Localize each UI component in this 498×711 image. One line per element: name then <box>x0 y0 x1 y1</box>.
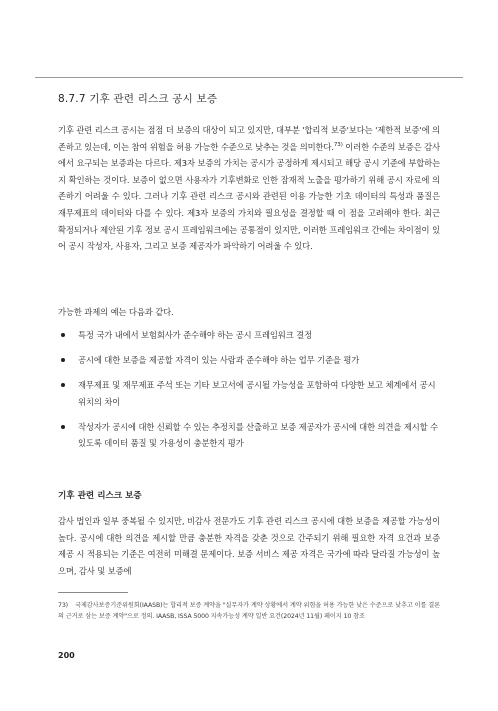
footnote-text: 국제감사보증기준위원회(IAASB)는 합리적 보증 계약을 "실무자가 계약 상황에서 계약 위험을 허용 가능한 낮은 수준으로 낮추고 이를 결론의 근거로 삼는 보증 계약"으로 정의. IAASB, ISSA 5000 지속가능성 계약 일반 요건(2024년 11월) 페이지 10 참조 <box>58 602 440 621</box>
paragraph-intro <box>58 122 440 255</box>
challenge-list <box>58 327 440 461</box>
top-rule <box>35 77 463 78</box>
paragraph-intro-part2: 이러한 수준의 보증은 감사에서 요구되는 보증과는 다르다. 제3자 보증의 가치는 공시가 공정하게 제시되고 해당 공시 기준에 부합하는지 확인하는 것이다. 보증이 없으면 사용자가 기후변화로 인한 잠재적 노출을 평가하기 위해 공시 자료에 의존하기 어려울 수 있다. 그러나 기후 관련 리스크 공시와 관련된 이용 가능한 기초 데이터의 특성과 품질은 재무제표의 데이터와 다를 수 있다. 제3자 보증의 가치와 필요성을 결정할 때 이 점을 고려해야 한다. 최근 확정되거나 제안된 기후 정보 공시 프레임워크에는 공통점이 있지만, 이러한 프레임워크 간에는 차이점이 있어 공시 작성자, 사용자, 그리고 보증 제공자가 파악하기 어려울 수 있다. <box>58 141 440 252</box>
bullet-icon <box>61 333 65 337</box>
footnote <box>58 600 440 623</box>
list-item-text: 공시에 대한 보증을 제공할 자격이 있는 사람과 준수해야 하는 업무 기준을 평가 <box>78 355 360 366</box>
subheading: 기후 관련 리스크 보증 <box>58 491 142 501</box>
list-item <box>58 419 440 452</box>
bullet-icon <box>61 425 65 429</box>
list-item-text: 특정 국가 내에서 보험회사가 준수해야 하는 공시 프레임워크 결정 <box>78 330 313 340</box>
section-title: 8.7.7 기후 관련 리스크 공시 보증 <box>58 93 218 105</box>
paragraph-intro-part1: 기후 관련 리스크 공시는 점점 더 보증의 대상이 되고 있지만, 대부분 '합리적 보증'보다는 '제한적 보증'에 의존하고 있는데, 이는 참여 위험을 허용 가능한 수준으로 낮추는 것을 의미한다. <box>58 125 440 152</box>
list-item <box>58 352 440 369</box>
list-item-text: 재무제표 및 재무제표 주석 또는 기타 보고서에 공시될 가능성을 포함하여 다양한 보고 체계에서 공시 위치의 차이 <box>78 380 436 407</box>
page-number: 200 <box>58 651 75 660</box>
list-item <box>58 327 440 344</box>
bullet-icon <box>61 358 65 362</box>
footnote-number: 73) <box>58 602 68 609</box>
bullet-icon <box>61 383 65 387</box>
list-item-text: 작성자가 공시에 대한 신뢰할 수 있는 추정치를 산출하고 보증 제공자가 공시에 대한 의견을 제시할 수 있도록 데이터 품질 및 가용성이 충분한지 평가 <box>78 421 439 449</box>
paragraph-examples-intro: 가능한 과제의 예는 다음과 같다. <box>58 307 174 317</box>
footnote-divider <box>58 592 128 593</box>
footnote-reference[interactable]: 73) <box>333 141 343 148</box>
list-item <box>58 377 440 410</box>
paragraph-assurance: 감사 법인과 일부 중복될 수 있지만, 비감사 전문가도 기후 관련 리스크 공시에 대한 보증을 제공할 가능성이 높다. 공시에 대한 의견을 제시할 만큼 충분한 자격을 갖춘 것으로 간주되기 위해 필요한 자격 요건과 보증 제공 시 적용되는 기준은 여전히 미해결 문제이다. 보증 서비스 제공 자격은 국가에 따라 달라질 가능성이 높으며, 감사 및 보증에 <box>58 516 440 576</box>
